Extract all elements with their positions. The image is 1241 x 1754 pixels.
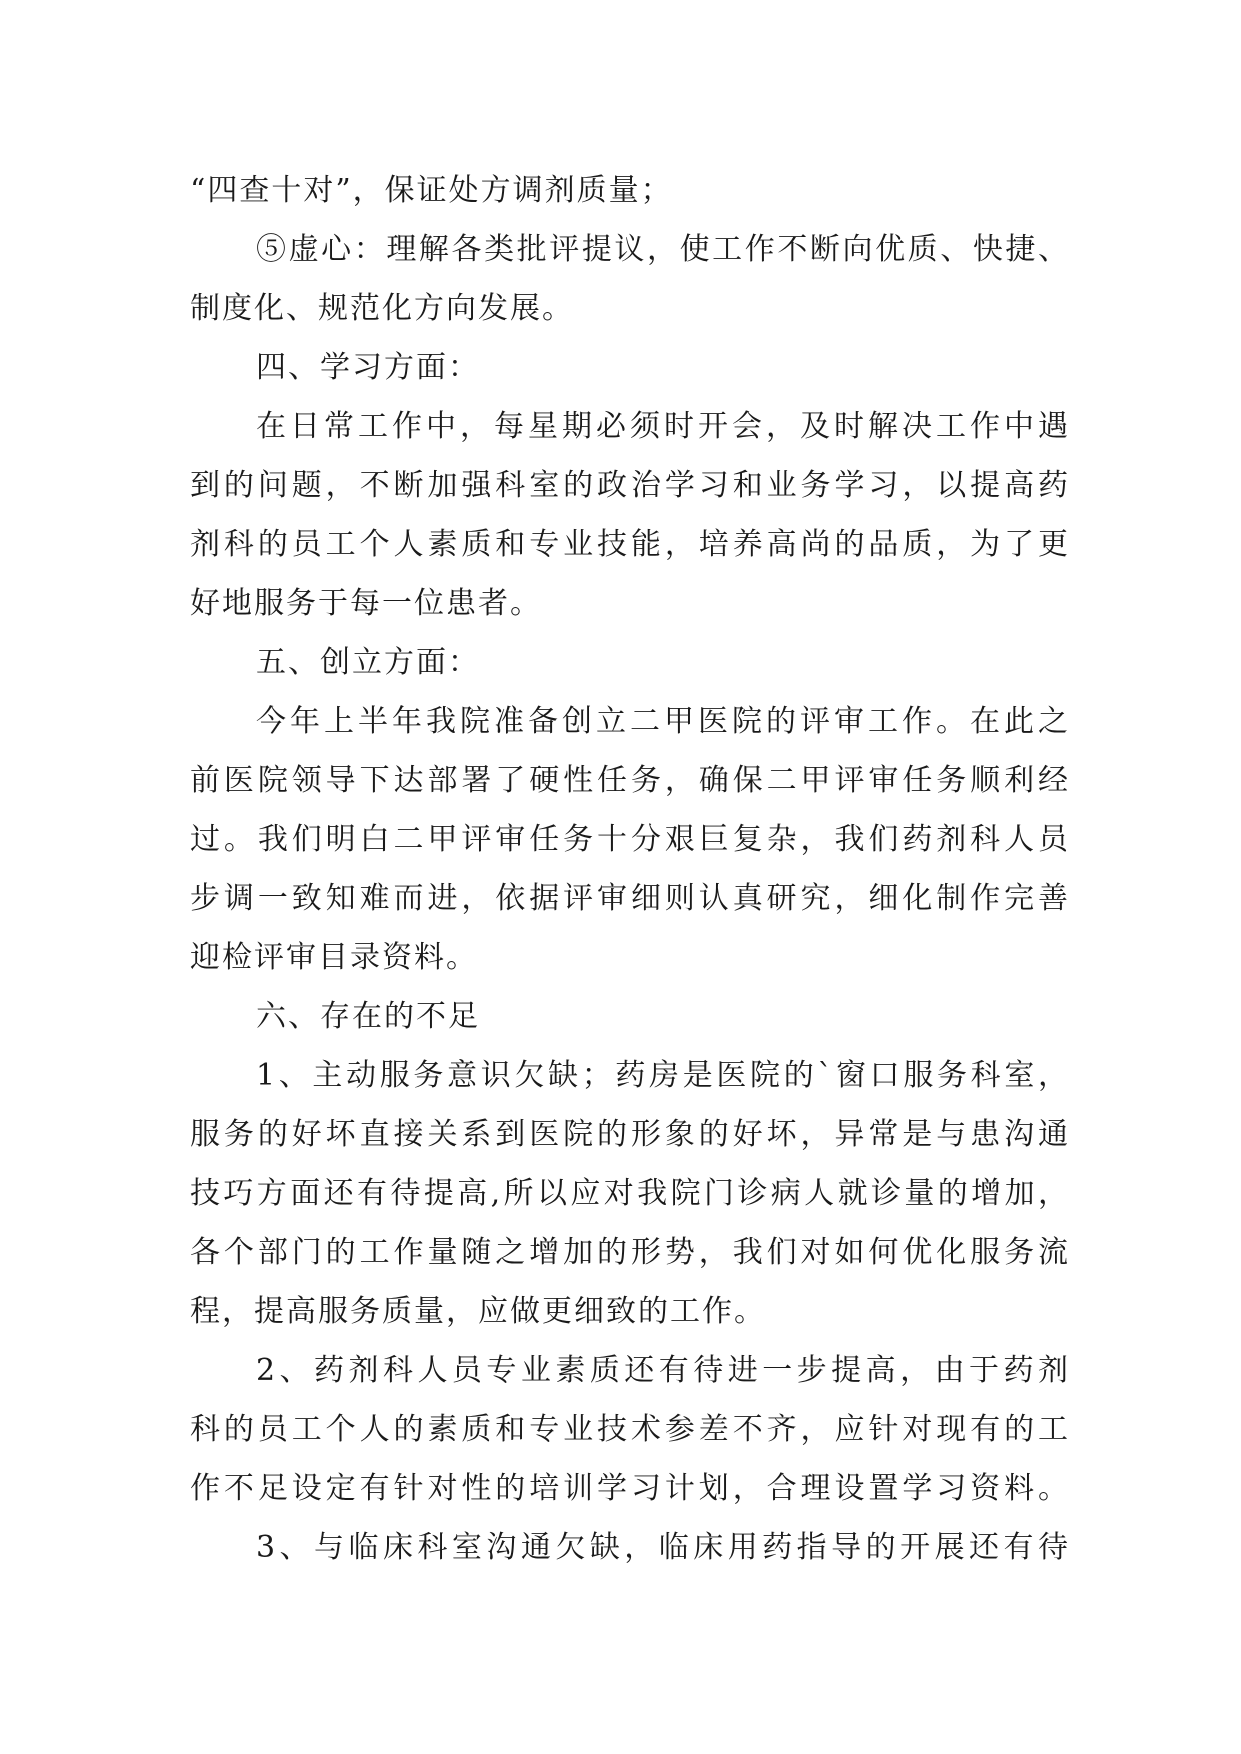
text-line: 技巧方面还有待提高,所以应对我院门诊病人就诊量的增加，	[190, 1176, 1070, 1211]
text-line: 在日常工作中，每星期必须时开会，及时解决工作中遇	[256, 409, 1070, 444]
text-line: 步调一致知难而进，依据评审细则认真研究，细化制作完善	[190, 881, 1070, 916]
text-line: 过。我们明白二甲评审任务十分艰巨复杂，我们药剂科人员	[190, 822, 1070, 857]
text-line: 剂科的员工个人素质和专业技能，培养高尚的品质，为了更	[190, 527, 1070, 562]
text-line: 1、主动服务意识欠缺；药房是医院的`窗口服务科室，	[256, 1058, 1070, 1093]
text-line: 3、与临床科室沟通欠缺，临床用药指导的开展还有待	[256, 1530, 1070, 1565]
text-line: ⑤虚心：理解各类批评提议，使工作不断向优质、快捷、	[256, 232, 1070, 267]
section-heading: 六、存在的不足	[256, 999, 480, 1034]
text-line: 前医院领导下达部署了硬性任务，确保二甲评审任务顺利经	[190, 763, 1070, 798]
text-line: 到的问题，不断加强科室的政治学习和业务学习，以提高药	[190, 468, 1070, 503]
text-line: 2、药剂科人员专业素质还有待进一步提高，由于药剂	[256, 1353, 1070, 1388]
document-body	[190, 161, 1070, 1577]
text-line: 制度化、规范化方向发展。	[190, 291, 574, 326]
text-line: 服务的好坏直接关系到医院的形象的好坏，异常是与患沟通	[190, 1117, 1070, 1152]
text-line: 好地服务于每一位患者。	[190, 586, 542, 621]
text-line: 程，提高服务质量，应做更细致的工作。	[190, 1294, 766, 1329]
section-heading: 五、创立方面：	[256, 645, 480, 680]
text-line: 科的员工个人的素质和专业技术参差不齐，应针对现有的工	[190, 1412, 1070, 1447]
text-line: 迎检评审目录资料。	[190, 940, 478, 975]
text-line: “四查十对”，保证处方调剂质量；	[190, 173, 673, 208]
text-line: 今年上半年我院准备创立二甲医院的评审工作。在此之	[256, 704, 1070, 739]
section-heading: 四、学习方面：	[256, 350, 480, 385]
text-line: 各个部门的工作量随之增加的形势，我们对如何优化服务流	[190, 1235, 1070, 1270]
text-line: 作不足设定有针对性的培训学习计划，合理设置学习资料。	[190, 1471, 1070, 1506]
